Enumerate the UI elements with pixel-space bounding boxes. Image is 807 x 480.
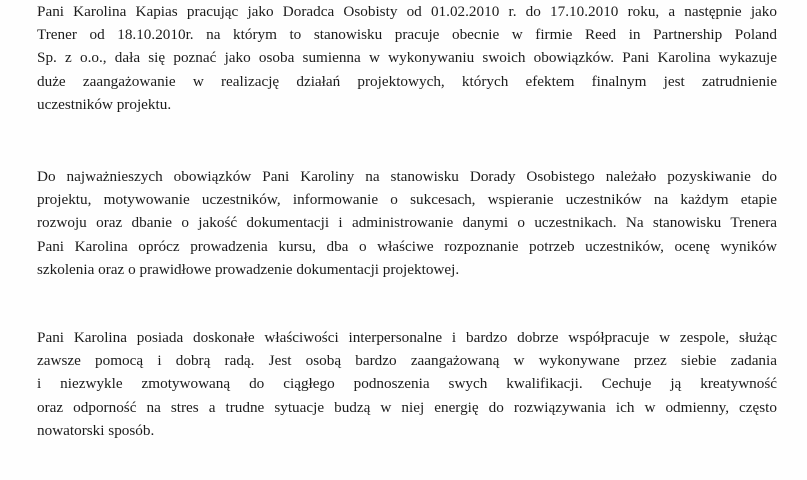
text-line: zawsze pomocą i dobrą radą. Jest osobą bardzo zaangażowaną w wykonywane przez siebie zadania bbox=[37, 352, 777, 370]
text-line: rozwoju oraz dbanie o jakość dokumentacji i administrowanie danymi o uczestnikach. Na stanowisku Trenera bbox=[37, 214, 777, 232]
text-line: Sp. z o.o., dała się poznać jako osoba sumienna w wykonywaniu swoich obowiązków. Pani Karolina wykazuje bbox=[37, 49, 777, 67]
paragraph-personal-qualities bbox=[37, 326, 777, 442]
text-line: i niezwykle zmotywowaną do ciągłego podnoszenia swych kwalifikacji. Cechuje ją kreatywność bbox=[37, 375, 777, 393]
paragraph-employment-summary bbox=[37, 0, 777, 116]
text-line: Trener od 18.10.2010r. na którym to stanowisku pracuje obecnie w firmie Reed in Partnership Poland bbox=[37, 26, 777, 44]
text-line: nowatorski sposób. bbox=[37, 421, 155, 439]
text-line: Do najważnieszych obowiązków Pani Karoliny na stanowisku Dorady Osobistego należało pozyskiwanie do bbox=[37, 168, 777, 185]
text-line: oraz odporność na stres a trudne sytuacje budzą w niej energię do rozwiązywania ich w odmienny, często bbox=[37, 398, 777, 416]
paragraph-responsibilities bbox=[37, 165, 777, 281]
text-line: Pani Karolina posiada doskonałe właściwości interpersonalne i bardzo dobrze współpracuje w zespole, służąc bbox=[37, 329, 777, 346]
text-line: projektu, motywowanie uczestników, informowanie o sukcesach, wspieranie uczestników na każdym etapie bbox=[37, 191, 777, 209]
text-line: duże zaangażowanie w realizację działań projektowych, których efektem finalnym jest zatrudnienie bbox=[37, 72, 777, 90]
text-line: Pani Karolina oprócz prowadzenia kursu, dba o właściwe rozpoznanie potrzeb uczestników, ocenę wyników bbox=[37, 237, 777, 255]
text-line: szkolenia oraz o prawidłowe prowadzenie dokumentacji projektowej. bbox=[37, 260, 460, 278]
text-line: Pani Karolina Kapias pracując jako Doradca Osobisty od 01.02.2010 r. do 17.10.2010 roku, a następnie jako bbox=[37, 3, 777, 20]
text-line: uczestników projektu. bbox=[37, 95, 172, 113]
